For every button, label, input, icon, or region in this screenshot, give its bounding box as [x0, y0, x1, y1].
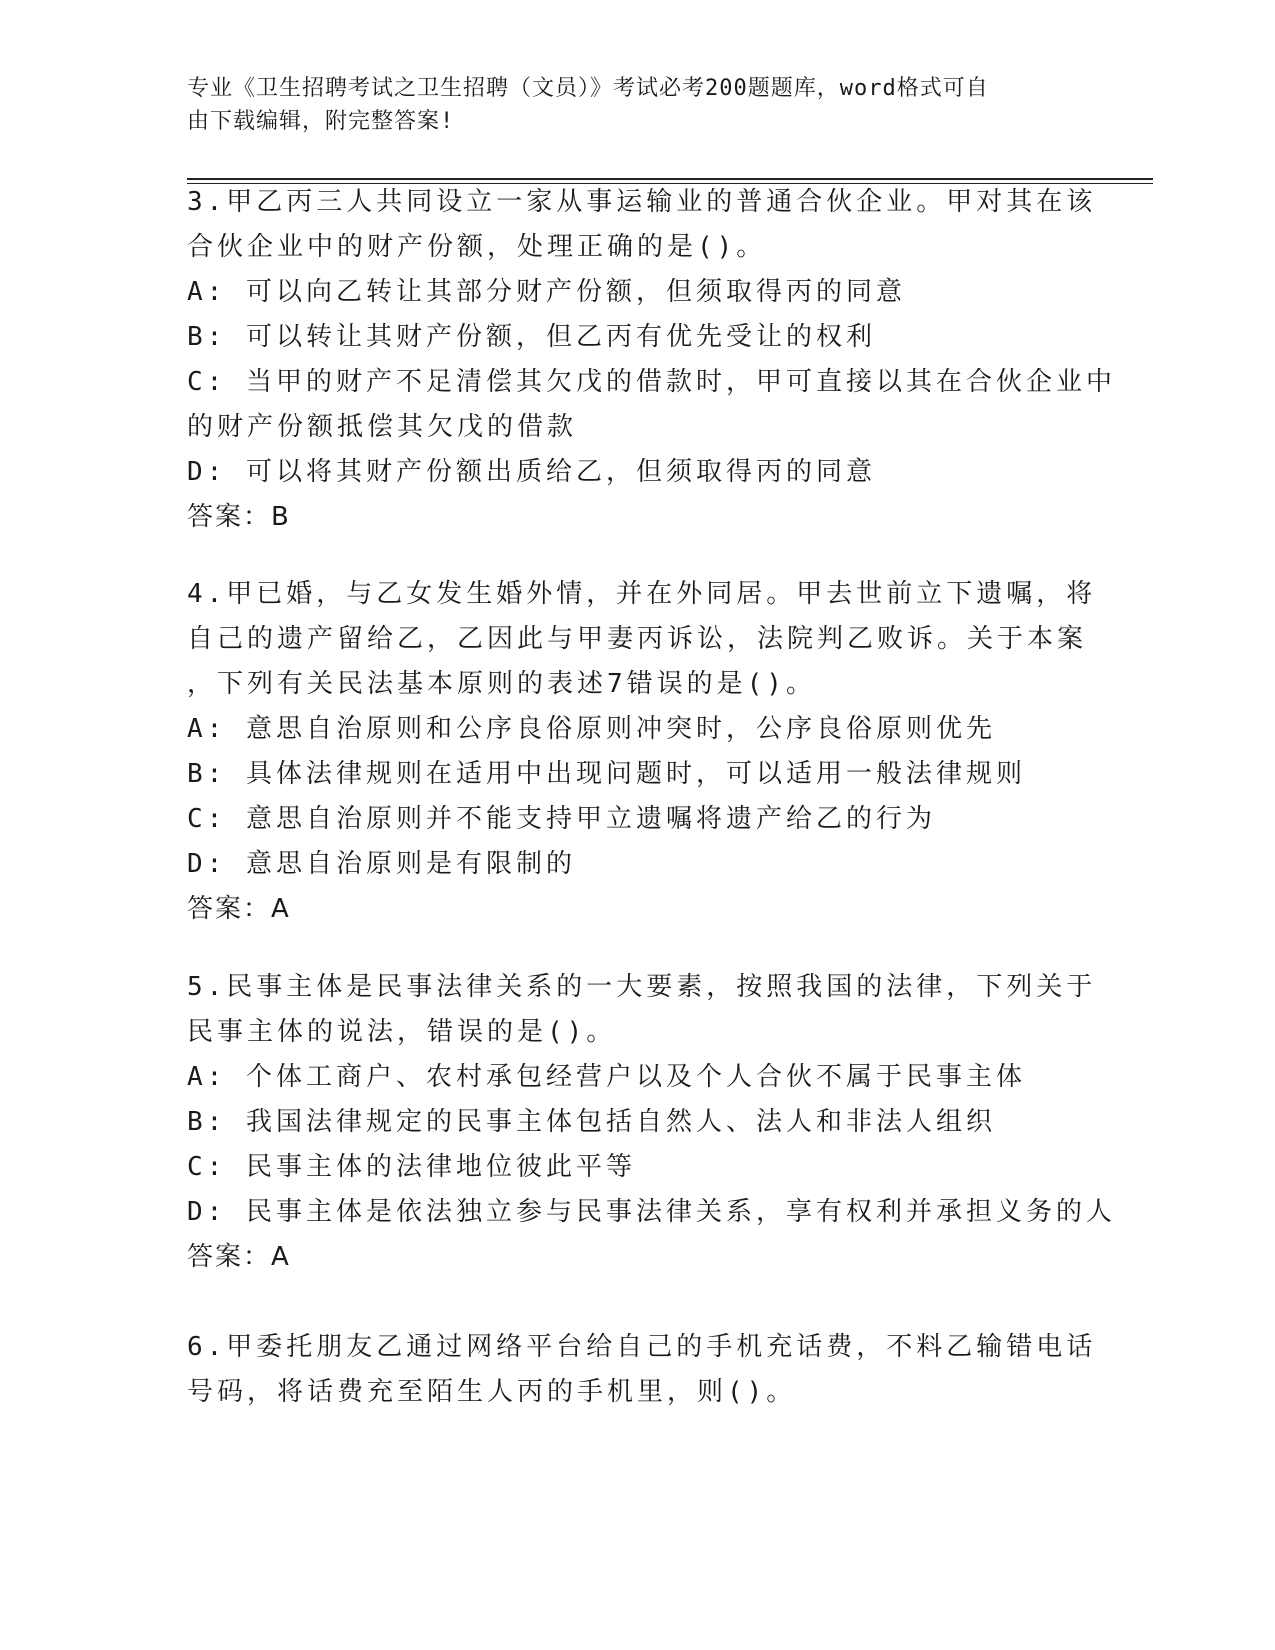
option-b	[187, 1100, 1087, 1145]
question-stem-line: 号码，将话费充至陌生人丙的手机里，则()。	[187, 1377, 797, 1407]
option-d	[187, 450, 1087, 495]
option-letter: B:	[187, 759, 227, 789]
question-block	[187, 1325, 1097, 1415]
option-a	[187, 270, 1087, 315]
option-b	[187, 752, 1087, 797]
option-text: 我国法律规定的民事主体包括自然人、法人和非法人组织	[245, 1107, 996, 1137]
answer-line	[187, 495, 1087, 540]
option-d	[187, 1190, 1116, 1235]
question-block	[187, 965, 1116, 1280]
question-stem-line: 6.甲委托朋友乙通过网络平台给自己的手机充话费，不料乙输错电话	[187, 1332, 1097, 1362]
option-letter: D:	[187, 457, 227, 487]
option-text: 可以将其财产份额出质给乙，但须取得丙的同意	[245, 457, 876, 487]
question-stem-line: 4.甲已婚，与乙女发生婚外情，并在外同居。甲去世前立下遗嘱，将	[187, 579, 1097, 609]
option-b	[187, 315, 1087, 360]
question-stem-line: ，下列有关民法基本原则的表述7错误的是()。	[187, 669, 816, 699]
answer-value: A	[271, 1242, 290, 1272]
answer-line	[187, 1235, 1087, 1280]
option-a	[187, 707, 1087, 752]
option-text: 意思自治原则并不能支持甲立遗嘱将遗产给乙的行为	[245, 804, 936, 834]
option-letter: D:	[187, 849, 227, 879]
option-letter: A:	[187, 1062, 227, 1092]
option-a	[187, 1055, 1087, 1100]
option-letter: A:	[187, 277, 227, 307]
answer-value: A	[271, 894, 290, 924]
header-line-2: 由下载编辑，附完整答案!	[187, 109, 455, 134]
answer-label: 答案：	[187, 1242, 272, 1272]
answer-label: 答案：	[187, 502, 272, 532]
option-c	[187, 360, 1116, 405]
option-text: 个体工商户、农村承包经营户以及个人合伙不属于民事主体	[245, 1062, 1026, 1092]
option-letter: A:	[187, 714, 227, 744]
option-c-continuation: 的财产份额抵偿其欠戊的借款	[187, 412, 578, 442]
question-stem-line: 合伙企业中的财产份额，处理正确的是()。	[187, 232, 767, 262]
option-text: 可以向乙转让其部分财产份额，但须取得丙的同意	[245, 277, 906, 307]
option-letter: C:	[187, 367, 227, 397]
option-letter: B:	[187, 322, 227, 352]
option-text: 具体法律规则在适用中出现问题时，可以适用一般法律规则	[245, 759, 1026, 789]
question-block	[187, 180, 1116, 540]
option-text: 当甲的财产不足清偿其欠戊的借款时，甲可直接以其在合伙企业中	[245, 367, 1116, 397]
answer-label: 答案：	[187, 894, 272, 924]
option-text: 意思自治原则和公序良俗原则冲突时，公序良俗原则优先	[245, 714, 996, 744]
option-c	[187, 797, 1087, 842]
question-stem-line: 民事主体的说法，错误的是()。	[187, 1017, 617, 1047]
answer-value: B	[271, 502, 290, 532]
option-letter: B:	[187, 1107, 227, 1137]
question-stem-line: 自己的遗产留给乙，乙因此与甲妻丙诉讼，法院判乙败诉。关于本案	[187, 624, 1088, 654]
question-stem-line: 5.民事主体是民事法律关系的一大要素，按照我国的法律，下列关于	[187, 972, 1097, 1002]
option-c	[187, 1145, 1087, 1190]
question-stem-line: 3.甲乙丙三人共同设立一家从事运输业的普通合伙企业。甲对其在该	[187, 187, 1097, 217]
answer-line	[187, 887, 1087, 932]
option-letter: D:	[187, 1197, 227, 1227]
option-d	[187, 842, 1087, 887]
option-text: 民事主体的法律地位彼此平等	[245, 1152, 636, 1182]
option-letter: C:	[187, 1152, 227, 1182]
option-text: 民事主体是依法独立参与民事法律关系，享有权利并承担义务的人	[245, 1197, 1116, 1227]
document-header	[187, 72, 1067, 138]
header-line-1: 专业《卫生招聘考试之卫生招聘（文员）》考试必考200题题库，word格式可自	[187, 76, 989, 101]
option-letter: C:	[187, 804, 227, 834]
question-block	[187, 572, 1097, 932]
option-text: 意思自治原则是有限制的	[245, 849, 576, 879]
option-text: 可以转让其财产份额，但乙丙有优先受让的权利	[245, 322, 876, 352]
